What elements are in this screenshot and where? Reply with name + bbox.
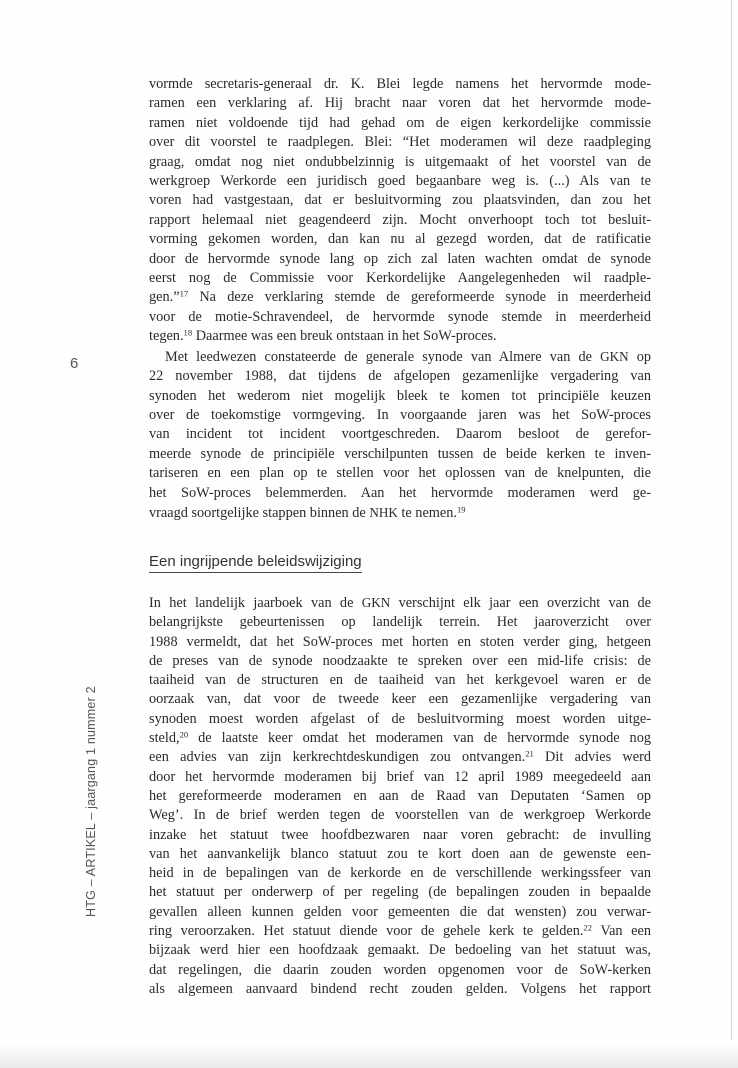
text-line: heid in de bepalingen van de kerkorde en de verschillende werkingssfeer van <box>149 865 651 882</box>
text-line: In het landelijk jaarboek van de GKN verschijnt elk jaar een overzicht van de <box>149 595 651 611</box>
text-line: de preses van de synode noodzaakte te spreken over een mid-life crisis: de <box>149 652 651 669</box>
text-line: van het aanvankelijk blanco statuut zou te kort doen aan de gewenste een- <box>149 845 651 862</box>
text-line: een advies van zijn kerkrechtdeskundigen zou ontvangen.$^{21}$ Dit advies werd <box>149 748 651 766</box>
footnote-ref: 20 <box>179 729 189 740</box>
text-line: graag, omdat nog niet ondubbelzinnig is uitgemaakt of het voorstel van de <box>149 153 651 170</box>
text-line: over de toekomstige vormgeving. In voorgaande jaren was het SoW-proces <box>149 406 651 423</box>
scan-shadow <box>0 1042 738 1068</box>
text-line: bijzaak werd hier een hoofdzaak gemaakt. De bedoeling van het statuut was, <box>149 942 651 959</box>
body-text-top <box>149 75 651 523</box>
text-line: vormde secretaris-generaal dr. K. Blei legde namens het hervormde mode- <box>149 76 651 92</box>
text-line: inzake het statuut twee hoofdbezwaren naar voren gebracht: de invulling <box>149 826 651 843</box>
text-line: meerde synode de principiële verschilpunten tussen de beide kerken te inven- <box>149 445 651 462</box>
footnote-ref: 19 <box>457 504 466 515</box>
footnote-ref: 21 <box>525 748 534 759</box>
text-line: als algemeen aanvaard bindend recht zouden gelden. Volgens het rapport <box>149 980 651 997</box>
text-line: dat regelingen, die daarin zouden worden opgenomen voor de SoW-kerken <box>149 961 651 978</box>
text-line: steld,$^{20}$ de laatste keer omdat het moderamen van de hervormde synode nog <box>149 729 651 747</box>
text-line: synoden het wederom niet mogelijk bleek te komen tot principiële keuzen <box>149 387 651 404</box>
text-line: gevallen alleen kunnen gelden voor gemeenten die dat wensten) zou verwar- <box>149 903 651 920</box>
text-line: belangrijkste gebeurtenissen op landelijk terrein. Het jaaroverzicht over <box>149 614 651 631</box>
text-line: taaiheid van de structuren en de taaiheid van het kerkgevoel waren er de <box>149 672 651 689</box>
text-line: Met leedwezen constateerde de generale synode van Almere van de GKN op <box>165 348 651 365</box>
text-line: het SoW-proces belemmerden. Aan het hervormde moderamen werd ge- <box>149 484 651 501</box>
text-line: gen.”$^{17}$ Na deze verklaring stemde de gereformeerde synode in meerderheid <box>149 288 651 306</box>
text-line: voren had vastgestaan, dat er besluitvorming zou plaatsvinden, dan zou het <box>149 192 651 209</box>
text-line: vorming gekomen worden, dan kan nu al gezegd worden, dat de ratificatie <box>149 231 651 248</box>
text-line: het gereformeerde moderamen en aan de Raad van Deputaten ‘Samen op <box>149 787 651 804</box>
text-line: rapport helemaal niet geagendeerd zijn. Mocht onverhoopt toch tot besluit- <box>149 211 651 228</box>
text-line: tegen.$^{18}$ Daarmee was een breuk ontstaan in het SoW-proces. <box>149 327 497 345</box>
text-line: ramen niet voldoende tijd had gehad om de eigen kerkordelijke commissie <box>149 114 651 131</box>
footnote-ref: 22 <box>583 922 592 933</box>
text-line: vraagd soortgelijke stappen binnen de NHK te nemen.$^{19}$ <box>149 504 466 521</box>
text-line: ramen een verklaring af. Hij bracht naar voren dat het hervormde mode- <box>149 95 651 112</box>
text-line: oorzaak van, dat voor de tweede keer een gezamenlijke vergadering van <box>149 691 651 708</box>
body-text-bottom <box>149 593 651 999</box>
page-edge <box>731 0 732 1040</box>
text-line: werkgroep Werkorde een juridisch goed begaanbare weg is. (...) Als van te <box>149 173 651 190</box>
section-heading: Een ingrijpende beleidswijziging <box>149 553 362 573</box>
text-line: 1988 vermeldt, dat het SoW-proces met horten en stoten verder ging, hetgeen <box>149 633 651 650</box>
text-line: Weg’. In de brief werden tegen de voorstellen van de werkgroep Werkorde <box>149 807 651 824</box>
running-head: HTG – ARTIKEL – jaargang 1 nummer 2 <box>84 686 98 917</box>
page-number: 6 <box>70 355 79 372</box>
text-line: van incident tot incident voortgeschreden. Daarom besloot de gerefor- <box>149 426 651 443</box>
text-line: synoden moest worden afgelast of de besluitvorming moest worden uitge- <box>149 710 651 727</box>
text-line: door de hervormde synode lang op zich zal laten wachten omdat de synode <box>149 250 651 267</box>
footnote-ref: 17 <box>179 288 189 299</box>
footnote-ref: 18 <box>183 327 193 338</box>
text-line: tariseren en een plan op te stellen voor het oplossen van de knelpunten, die <box>149 465 651 482</box>
text-line: het statuut per onderwerp of per regeling (de bepalingen zouden in bepaalde <box>149 884 651 901</box>
text-line: door het hervormde moderamen bij brief van 12 april 1989 meegedeeld aan <box>149 768 651 785</box>
text-line: ring veroorzaken. Het statuut diende voor de gehele kerk te gelden.$^{22}$ Van een <box>149 922 651 940</box>
text-line: 22 november 1988, dat tijdens de afgelopen gezamenlijke vergadering van <box>149 368 651 385</box>
text-line: voor de motie-Schravendeel, de hervormde synode stemde in meerderheid <box>149 308 651 325</box>
text-line: eerst nog de Commissie voor Kerkordelijke Aangelegenheden wil raadple- <box>149 270 651 287</box>
text-line: over dit voorstel te raadplegen. Blei: “Het moderamen wil deze raadpleging <box>149 134 651 151</box>
